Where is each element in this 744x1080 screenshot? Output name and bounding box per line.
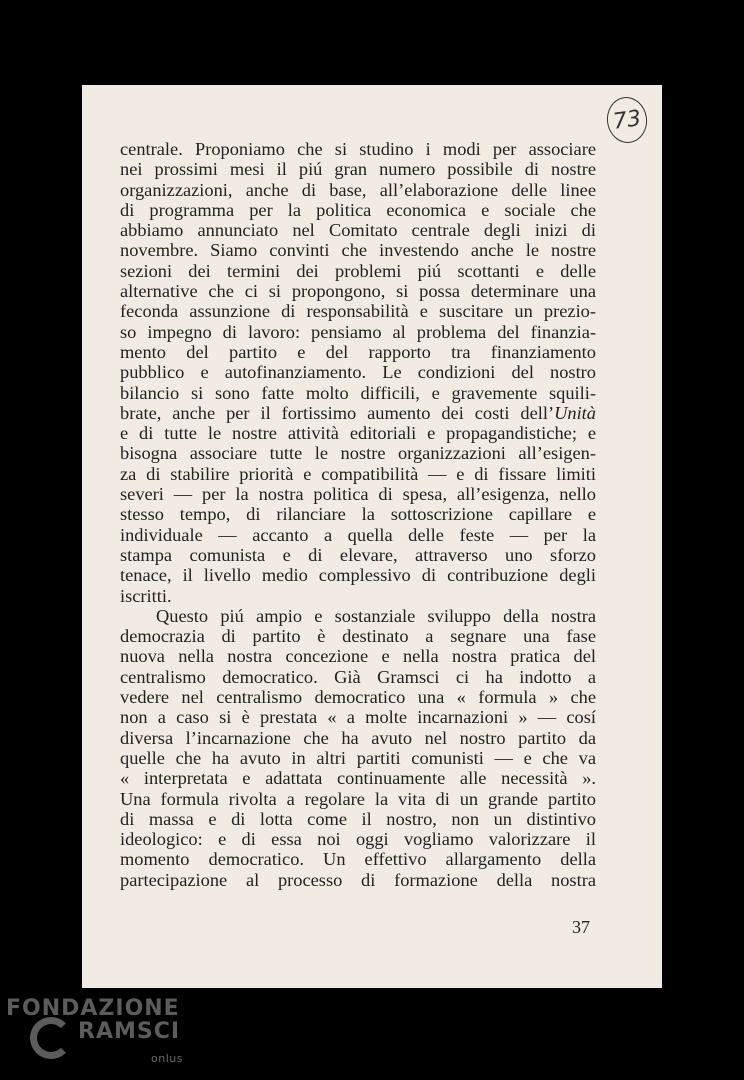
text-line: abbiamo annunciato nel Comitato centrale degli inizi di (120, 220, 596, 241)
text-line: sezioni dei termini dei problemi piú scottanti e delle (120, 260, 596, 281)
text-line (120, 403, 596, 423)
text-line: democrazia di partito è destinato a segnare una fase (120, 626, 596, 647)
text-line: tenace, il livello medio complessivo di contribuzione degli (120, 565, 596, 586)
text-line: nuova nella nostra concezione e nella nostra pratica del (120, 646, 596, 667)
text-line-segment: brate, anche per il fortissimo aumento dei costi dell’ (120, 402, 555, 423)
text-line: nei prossimi mesi il piú gran numero possibile di nostre (120, 159, 596, 180)
text-line: alternative che ci si propongono, si possa determinare una (120, 281, 596, 302)
scanned-page (82, 85, 662, 988)
text-line: feconda assunzione di responsabilità e suscitare un prezio- (120, 301, 596, 322)
logo-text-fondazione: FONDAZIONE (6, 996, 180, 1021)
logo-text-gramsci (34, 1019, 180, 1044)
text-line: za di stabilire priorità e compatibilità — e di fissare limiti (120, 463, 596, 484)
text-line: iscritti. (120, 585, 172, 606)
text-line: di massa e di lotta come il nostro, non un distintivo (120, 808, 596, 829)
text-line: di programma per la politica economica e sociale che (120, 199, 596, 220)
text-line: so impegno di lavoro: pensiamo al problema del finanzia- (120, 321, 596, 342)
text-line: non a caso si è prestata « a molte incarnazioni » — cosí (120, 707, 596, 728)
text-line: individuale — accanto a quella delle feste — per la (120, 524, 596, 545)
text-line: bisogna associare tutte le nostre organizzazioni all’esigen- (120, 443, 596, 464)
text-line: novembre. Siamo convinti che investendo anche le nostre (120, 240, 596, 261)
text-line: centrale. Proponiamo che si studino i modi per associare (120, 139, 596, 159)
text-line: stesso tempo, di rilanciare la sottoscrizione capillare e (120, 504, 596, 525)
text-line: bilancio si sono fatte molto difficili, e gravemente squili- (120, 382, 596, 403)
text-line: Una formula rivolta a regolare la vita di un grande partito (120, 788, 596, 809)
text-line: quelle che ha avuto in altri partiti comunisti — e che va (120, 747, 596, 768)
text-line: centralismo democratico. Già Gramsci ci ha indotto a (120, 666, 596, 687)
text-line: ideologico: e di essa noi oggi vogliamo valorizzare il (120, 829, 596, 850)
logo-g-icon (30, 1017, 72, 1059)
fondazione-gramsci-logo (6, 996, 183, 1065)
logo-text-ramsci: RAMSCI (78, 1019, 181, 1044)
archive-number-mark: 73 (604, 94, 650, 145)
text-line: pubblico e autofinanziamento. Le condizioni del nostro (120, 362, 596, 383)
body-text (120, 139, 596, 890)
text-line: partecipazione al processo di formazione della nostra (120, 869, 596, 890)
page-number: 37 (572, 917, 590, 937)
logo-text-onlus: onlus (151, 1052, 183, 1065)
text-line: momento democratico. Un effettivo allargamento della (120, 849, 596, 870)
text-line: organizzazioni, anche di base, all’elaborazione delle linee (120, 179, 596, 200)
text-line: e di tutte le nostre attività editoriali e propagandistiche; e (120, 423, 596, 444)
text-line: « interpretata e adattata continuamente alle necessità ». (120, 768, 596, 789)
text-line: vedere nel centralismo democratico una « formula » che (120, 687, 596, 708)
text-line: diversa l’incarnazione che ha avuto nel nostro partito da (120, 727, 596, 748)
text-line: severi — per la nostra politica di spesa, all’esigenza, nello (120, 484, 596, 505)
text-line: mento del partito e del rapporto tra finanziamento (120, 341, 596, 362)
italic-title: Unità (554, 402, 596, 423)
text-line: stampa comunista e di elevare, attraverso uno sforzo (120, 544, 596, 565)
text-line: Questo piú ampio e sostanziale sviluppo della nostra (156, 605, 596, 626)
